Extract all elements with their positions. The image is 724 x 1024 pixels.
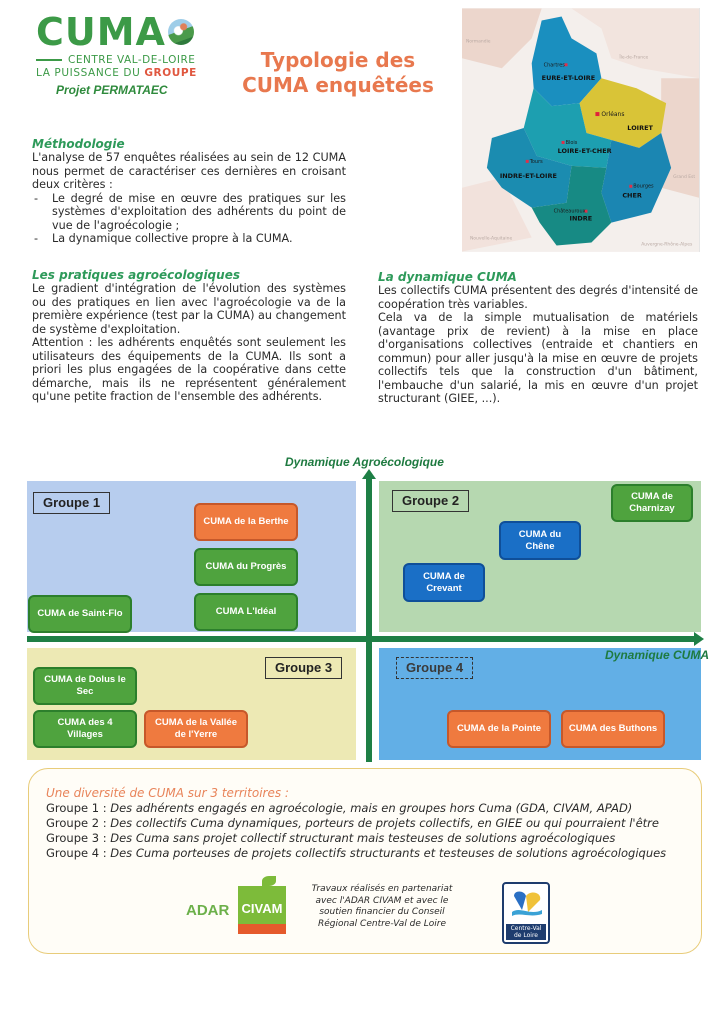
svg-text:EURE-ET-LOIRE: EURE-ET-LOIRE <box>541 74 596 83</box>
summary-heading: Une diversité de CUMA sur 3 territoires : <box>46 786 289 800</box>
x-axis-line <box>27 636 697 642</box>
page-title: Typologie des CUMA enquêtées <box>242 48 434 97</box>
logo-region <box>36 54 206 66</box>
summary-item <box>46 816 696 831</box>
region-map <box>462 8 700 252</box>
logo-dash <box>36 59 62 61</box>
cuma-card: CUMA du Progrès <box>194 548 298 586</box>
dynamics-paragraph-2: Cela va de la simple mutualisation de matériels (avantage prix de revient) à la mise en place d'organisations collectives (entraide et chantiers en commun) pour aller jusqu'à la mise en œuvre de projets collectifs tels que la construction d'un bâtiment, l'embauche d'un salarié, la mis en œuvre d'un projet structurant (GIEE, ...). <box>378 311 698 405</box>
svg-text:Blois: Blois <box>565 139 578 146</box>
centre-val-de-loire-map <box>462 8 699 252</box>
cuma-card: CUMA de la Vallée de l'Yerre <box>144 710 248 748</box>
cuma-card: CUMA L'Idéal <box>194 593 298 631</box>
cuma-card: CUMA de Dolus le Sec <box>33 667 137 705</box>
summary-item-key: Groupe 1 : <box>46 801 107 815</box>
cuma-card: CUMA de Charnizay <box>611 484 693 522</box>
svg-text:Orléans: Orléans <box>601 111 625 119</box>
logo-brand <box>36 12 206 52</box>
x-axis-label: Dynamique CUMA <box>605 648 710 662</box>
summary-item-key: Groupe 3 : <box>46 831 107 845</box>
summary-item <box>46 801 696 816</box>
svg-text:Auvergne-Rhône-Alpes: Auvergne-Rhône-Alpes <box>641 242 693 248</box>
logo-tagline-prefix: LA PUISSANCE DU <box>36 67 141 79</box>
group-1-label: Groupe 1 <box>33 492 110 514</box>
summary-item-text: Des Cuma sans projet collectif structurant mais testeuses de solutions agroécologiques <box>110 831 616 845</box>
criteria-list <box>32 192 346 246</box>
svg-text:Bourges: Bourges <box>633 183 654 190</box>
dynamics-paragraph-1: Les collectifs CUMA présentent des degrés d'intensité de coopération très variables. <box>378 284 698 311</box>
region-logo-text: Centre-Val de Loire <box>506 924 546 940</box>
landscape-emblem-icon <box>168 19 194 45</box>
cuma-card: CUMA de la Pointe <box>447 710 551 748</box>
adar-logo-text: ADAR <box>186 902 230 919</box>
summary-item-text: Des adhérents engagés en agroécologie, mais en groupes hors Cuma (GDA, CIVAM, APAD) <box>110 801 633 815</box>
logo-tagline-highlight: GROUPE <box>144 67 197 79</box>
partnership-text: Travaux réalisés en partenariat avec l'ADAR CIVAM et avec le soutien financier du Conseil Régional Centre-Val de Loire <box>311 884 453 929</box>
methodology-section <box>32 137 346 246</box>
summary-list <box>46 801 696 861</box>
x-axis-arrow-icon <box>694 632 704 646</box>
dynamics-section <box>378 270 698 406</box>
cuma-logo <box>36 12 206 97</box>
svg-text:Châteauroux: Châteauroux <box>553 208 586 215</box>
svg-text:Grand Est: Grand Est <box>673 174 696 180</box>
civam-logo: CIVAM <box>238 886 286 934</box>
cuma-card: CUMA de Crevant <box>403 563 485 602</box>
svg-text:Chartres: Chartres <box>543 62 565 69</box>
svg-text:LOIRE-ET-CHER: LOIRE-ET-CHER <box>557 146 612 155</box>
svg-text:INDRE: INDRE <box>569 214 593 223</box>
logo-tagline <box>36 67 206 79</box>
summary-item-text: Des Cuma porteuses de projets collectifs structurants et testeuses de solutions agroécologiques <box>110 846 667 860</box>
summary-item-text: Des collectifs Cuma dynamiques, porteurs de projets collectifs, en GIEE ou qui pourraient l'être <box>110 816 659 830</box>
practices-paragraph-2: Attention : les adhérents enquêtés sont seulement les utilisateurs des équipements de la CUMA. Ils sont a priori les plus engagées de la coopérative dans cette démarche, mais ils ne représentent généralement qu'une petite fraction de l'ensemble des adhérents. <box>32 336 346 403</box>
region-centre-val-de-loire-logo <box>502 882 550 944</box>
svg-text:Normandie: Normandie <box>465 39 491 45</box>
summary-item-key: Groupe 4 : <box>46 846 107 860</box>
group-3-label: Groupe 3 <box>265 657 342 679</box>
y-axis-line <box>366 478 372 762</box>
practices-section <box>32 268 346 404</box>
cuma-card: CUMA de Saint-Flo <box>28 595 132 633</box>
leaf-icon <box>262 876 276 886</box>
group-2-label: Groupe 2 <box>392 490 469 512</box>
svg-text:Nouvelle-Aquitaine: Nouvelle-Aquitaine <box>469 236 513 242</box>
svg-text:INDRE-ET-LOIRE: INDRE-ET-LOIRE <box>499 171 557 180</box>
cuma-card: CUMA des 4 Villages <box>33 710 137 748</box>
cuma-card: CUMA du Chêne <box>499 521 581 560</box>
cuma-card: CUMA de la Berthe <box>194 503 298 541</box>
y-axis-label: Dynamique Agroécologique <box>285 455 444 469</box>
logo-region-text: CENTRE VAL-DE-LOIRE <box>68 54 196 66</box>
y-axis-arrow-icon <box>362 469 376 479</box>
summary-item <box>46 831 696 846</box>
project-name: Projet PERMATAEC <box>56 83 168 97</box>
group-4-label: Groupe 4 <box>396 657 473 679</box>
practices-heading: Les pratiques agroécologiques <box>32 268 240 282</box>
summary-item <box>46 846 696 861</box>
logo-brand-text: CUMA <box>36 10 166 54</box>
cuma-card: CUMA des Buthons <box>561 710 665 748</box>
dynamics-heading: La dynamique CUMA <box>378 270 517 284</box>
svg-text:Île-de-France: Île-de-France <box>619 55 649 61</box>
summary-item-key: Groupe 2 : <box>46 816 107 830</box>
practices-paragraph-1: Le gradient d'intégration de l'évolution des systèmes ou des pratiques en lien avec l'agroécologie va de la première expérience (test par la CUMA) au changement de système d'exploitation. <box>32 282 346 336</box>
heart-icon <box>510 890 544 918</box>
criteria-item: - Le degré de mise en œuvre des pratiques sur les systèmes d'exploitation des adhérents du point de vue de l'agroécologie ; <box>32 192 346 233</box>
methodology-intro: L'analyse de 57 enquêtes réalisées au sein de 12 CUMA nous permet de caractériser ces dernières en croisant deux critères : <box>32 151 346 191</box>
methodology-heading: Méthodologie <box>32 137 125 151</box>
svg-text:LOIRET: LOIRET <box>627 123 653 132</box>
criteria-item: - La dynamique collective propre à la CUMA. <box>32 232 346 246</box>
svg-text:CHER: CHER <box>622 191 642 200</box>
svg-text:Tours: Tours <box>529 158 543 165</box>
